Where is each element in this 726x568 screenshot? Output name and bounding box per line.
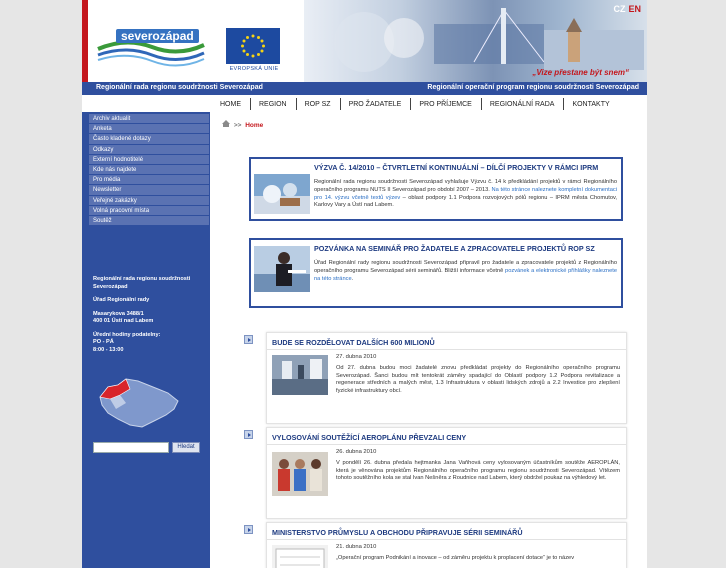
nav-kontakty[interactable]: KONTAKTY (563, 98, 618, 110)
program-title: Regionální operační program regionu soudržnosti Severozápad (427, 84, 639, 91)
nav-pro-prijemce[interactable]: PRO PŘÍJEMCE (410, 98, 481, 110)
news-bullet-icon (244, 335, 253, 344)
page (82, 0, 647, 568)
news-date: 26. dubna 2010 (336, 449, 377, 455)
sidebar-item-soutez[interactable]: Soutěž (89, 216, 209, 226)
eu-flag-icon (226, 28, 280, 64)
feature-text: Úřad Regionální rady regionu soudržnosti Severozápad připravil pro žadatele a zpracovatele projektů z Regionálního operačního programu Severozápad sérii seminářů. Bližší informace včetně pozvánek a elektronické přihlášky naleznete na této stránce. (314, 260, 617, 282)
sidebar-item-odkazy[interactable]: Odkazy (89, 145, 209, 155)
lang-cz-link[interactable]: CZ (613, 4, 626, 14)
contact-org: Regionální rada regionu soudržnosti Severozápad (93, 276, 191, 290)
news-bullet-icon (244, 430, 253, 439)
feature-title[interactable]: POZVÁNKA NA SEMINÁŘ PRO ŽADATELE A ZPRACOVATELE PROJEKTŮ ROP SZ (314, 244, 595, 253)
red-accent-bar (82, 0, 88, 82)
news-item (244, 332, 629, 424)
sidebar-item-kde-nas-najdete[interactable]: Kde nás najdete (89, 165, 209, 175)
contact-address: Masarykova 3488/1 (93, 310, 144, 317)
contact-hours: 8:00 - 13:00 (93, 346, 124, 353)
sidebar-item-anketa[interactable]: Anketa (89, 124, 209, 134)
eu-label: EVROPSKÁ UNIE (229, 66, 279, 72)
sidebar-item-externi-hodnotitele[interactable]: Externí hodnotitelé (89, 155, 209, 165)
divider (267, 349, 626, 350)
region-map[interactable] (96, 375, 182, 433)
sidebar-item-verejne-zakazky[interactable]: Veřejné zakázky (89, 196, 209, 206)
eu-emblem (226, 28, 282, 74)
sidebar-item-pro-media[interactable]: Pro média (89, 175, 209, 185)
news-title[interactable]: MINISTERSTVO PRŮMYSLU A OBCHODU PŘIPRAVUJE SÉRII SEMINÁŘŮ (272, 528, 523, 537)
feature-link[interactable]: pozvánek a elektronické přihlášky naleznete na této stránce (314, 267, 617, 282)
breadcrumb (222, 120, 263, 129)
search-input[interactable] (93, 442, 169, 453)
news-date: 21. dubna 2010 (336, 544, 377, 550)
nav-home[interactable]: HOME (220, 101, 241, 108)
slogan: „Vize přestane být snem“ (532, 68, 629, 77)
news-image (272, 355, 328, 395)
news-text: V pondělí 26. dubna předala hejtmanka Jana Vaňhová ceny vylosovaným účastníkům soutěže AEROPLÁN, která je věnována projektům Regionálního operačního programu regionu soudržnosti Severozápad. Vítězem tohoto soutěžního kola se stal Ivan Nešněra z Roudnice nad Labem, který obdržel poukaz na výhledový let. (336, 460, 620, 482)
nav-regionalni-rada[interactable]: REGIONÁLNÍ RADA (481, 98, 564, 110)
sidebar-item-newsletter[interactable]: Newsletter (89, 185, 209, 195)
nav-rop-sz[interactable]: ROP SZ (296, 98, 340, 110)
lang-en-link[interactable]: EN (628, 4, 641, 14)
sidebar-menu (89, 114, 209, 226)
feature-title[interactable]: VÝZVA Č. 14/2010 – ČTVRTLETNÍ KONTINUÁLNÍ – DÍLČÍ PROJEKTY V RÁMCI IPRM (314, 163, 599, 172)
sidebar (82, 112, 210, 568)
news-text: „Operační program Podnikání a inovace – od záměru projektu k proplacení dotace“ je to název (336, 555, 575, 561)
home-icon[interactable] (222, 120, 230, 127)
news-bullet-icon (244, 525, 253, 534)
divider (267, 539, 626, 540)
news-box (266, 427, 627, 519)
title-strip (82, 82, 647, 95)
contact-days: PO - PÁ (93, 339, 114, 345)
divider (267, 444, 626, 445)
contact-hours-label: Úřední hodiny podatelny: (93, 331, 161, 338)
breadcrumb-separator: >> (233, 122, 242, 129)
feature-image (254, 174, 310, 214)
feature-image (254, 246, 310, 292)
main-content (244, 134, 629, 568)
news-item (244, 522, 629, 568)
sidebar-item-archiv-aktualit[interactable]: Archiv aktualit (89, 114, 209, 124)
news-text: Od 27. dubna budou moci žadatelé znovu předkládat projekty do Regionálního operačního programu Severozápad. Šanci budou mít tentokrát záměry spadající do Oblastí podpory 1.2 Podpora revitalizace a regenerace středních a malých měst, 1.3 Infrastruktura v oblasti lidských zdrojů a 2.2 Investice pro zlepšení fyzické infrastruktury obcí. (336, 365, 620, 395)
news-title[interactable]: VYLOSOVÁNÍ SOUTĚŽÍCÍ AEROPLÁNU PŘEVZALI CENY (272, 433, 467, 442)
sidebar-item-faq[interactable]: Často kladené dotazy (89, 134, 209, 144)
sidebar-item-volna-mista[interactable]: Volná pracovní místa (89, 206, 209, 216)
contact-block (93, 276, 203, 360)
nav-pro-zadatele[interactable]: PRO ŽADATELE (340, 98, 411, 110)
contact-office: Úřad Regionální rady (93, 297, 150, 303)
czech-map-icon (96, 375, 182, 433)
top-navigation (212, 97, 647, 112)
news-box (266, 522, 627, 568)
feature-text: Regionální rada regionu soudržnosti Severozápad vyhlašuje Výzvu č. 14 k předkládání projektů v rámci Regionálního operačního programu NUTS II Severozápad pro období 2007 – 2013. Na této stránce naleznete kompletní dokumentaci pro 14. výzvu včetně textů výzev – oblast podpory 1.1 Podpora rozvojových pólů regionu – IPRM města Chomutov, Karlovy Vary a Ústí nad Labem. (314, 179, 617, 209)
feature-link[interactable]: Na této stránce naleznete kompletní dokumentaci pro 14. výzvu včetně textů výzev (314, 186, 617, 201)
search-form (93, 442, 203, 453)
contact-city: 400 01 Ústí nad Labem (93, 318, 154, 324)
breadcrumb-current: Home (245, 122, 264, 129)
news-image (272, 452, 328, 496)
feature-call-14 (249, 157, 623, 221)
news-box (266, 332, 627, 424)
council-title: Regionální rada regionu soudržnosti Severozápad (96, 84, 263, 91)
language-switch (610, 4, 641, 14)
search-button[interactable]: Hledat (172, 442, 200, 453)
news-title[interactable]: BUDE SE ROZDĚLOVAT DALŠÍCH 600 MILIONŮ (272, 338, 435, 347)
severozapad-logo[interactable] (96, 27, 206, 69)
news-item (244, 427, 629, 519)
logo-text: severozápad (116, 29, 199, 43)
news-date: 27. dubna 2010 (336, 354, 377, 360)
nav-region[interactable]: REGION (250, 98, 296, 110)
news-image (272, 545, 328, 568)
header (82, 0, 647, 82)
feature-seminar (249, 238, 623, 308)
